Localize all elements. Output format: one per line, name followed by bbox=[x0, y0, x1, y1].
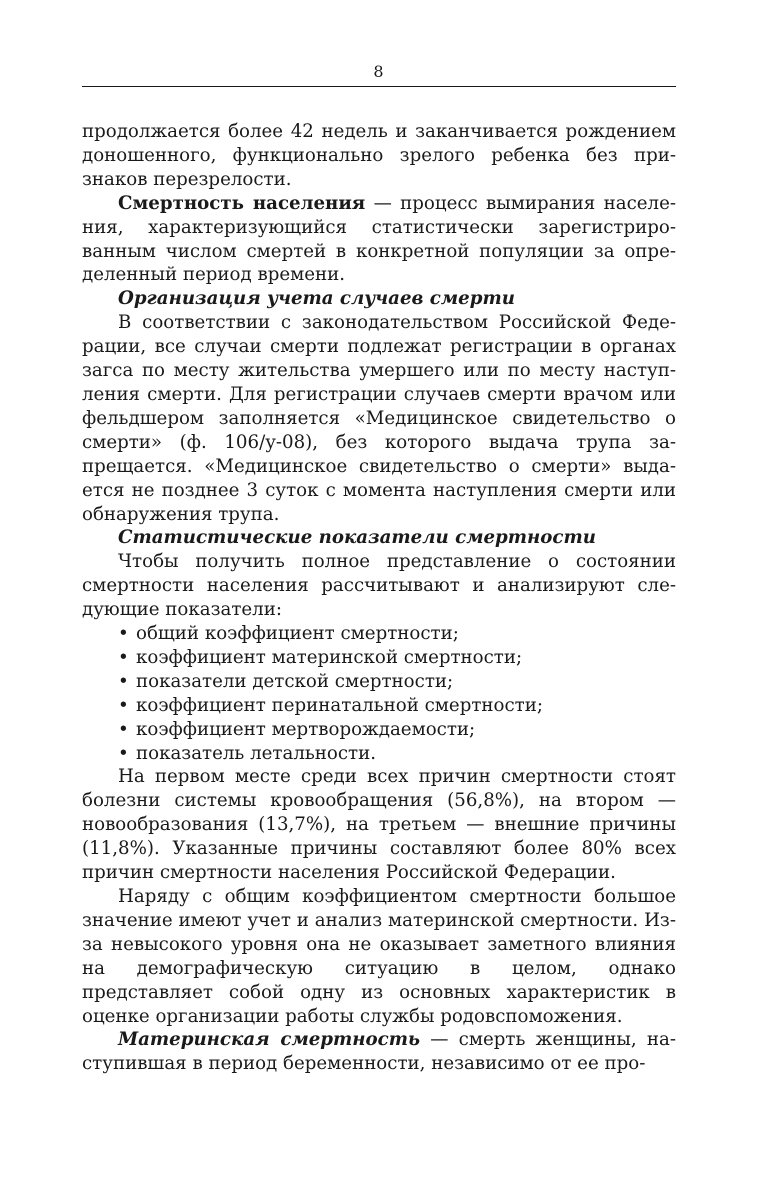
subheading-mortality-indicators: Статистические показатели смертности bbox=[118, 527, 596, 549]
list-item bbox=[118, 646, 676, 670]
list-item bbox=[118, 718, 676, 742]
list-item bbox=[118, 622, 676, 646]
list-item-text: коэффициент мертворождаемости; bbox=[136, 718, 476, 740]
bullet-icon: • bbox=[118, 646, 129, 668]
bullet-icon: • bbox=[118, 742, 129, 764]
list-item bbox=[118, 670, 676, 694]
paragraph-indicators-intro: Чтобы получить полное представление о состоянии смертности населения рассчитывают и анализируют следующие показатели: bbox=[82, 551, 676, 621]
page-number: 8 bbox=[373, 62, 384, 81]
definition-maternal-mortality: — смерть женщины, наступившая в период беременности, независимо от ее про- bbox=[82, 1029, 676, 1075]
list-item-text: показатели детской смертности; bbox=[136, 670, 454, 692]
list-item-text: коэффициент материнской смертности; bbox=[136, 646, 523, 668]
bullet-icon: • bbox=[118, 623, 129, 645]
indicators-list bbox=[82, 622, 676, 765]
definition-population-mortality: — процесс вымирания населения, характеризующийся статистически зарегистрированным числом смертей в конкретной популяции за определенный период времени. bbox=[82, 192, 676, 286]
list-item-text: общий коэффициент смертности; bbox=[136, 623, 459, 645]
paragraph-maternal-mortality-importance: Наряду с общим коэффициентом смертности большое значение имеют учет и анализ материнской смертности. Из-за невысокого уровня она не оказывает заметного влияния на демографическую ситуацию в целом, однако представляет собой одну из основных характеристик в оценке организации работы службы родовспоможения. bbox=[82, 886, 676, 1027]
list-item bbox=[118, 742, 676, 766]
subheading-death-registration: Организация учета случаев смерти bbox=[118, 288, 515, 310]
term-maternal-mortality: Материнская смертность bbox=[118, 1029, 420, 1051]
list-item-text: показатель летальности. bbox=[136, 742, 377, 764]
list-item bbox=[118, 694, 676, 718]
list-item-text: коэффициент перинатальной смертности; bbox=[136, 694, 543, 716]
paragraph-gestation-end: продолжается более 42 недель и заканчивается рождением доношенного, функционально зрелого ребенка без признаков перезрелости. bbox=[82, 121, 676, 190]
paragraph-death-registration: В соответствии с законодательством Российской Федерации, все случаи смерти подлежат регистрации в органах загса по месту жительства умершего или по месту наступления смерти. Для регистрации случаев смерти врачом или фельдшером заполняется «Медицинское свидетельство о смерти» (ф. 106/у-08), без которого выдача трупа запрещается. «Медицинское свидетельство о смерти» выдается не позднее 3 суток с момента наступления смерти или обнаружения трупа. bbox=[82, 312, 676, 525]
bullet-icon: • bbox=[118, 670, 129, 692]
paragraph-maternal-mortality-definition bbox=[82, 1028, 676, 1076]
header-rule bbox=[82, 86, 676, 87]
paragraph-causes-of-death: На первом месте среди всех причин смертности стоят болезни системы кровообращения (56,8%), на втором — новообразования (13,7%), на третьем — внешние причины (11,8%). Указанные причины составляют более 80% всех причин смертности населения Российской Федерации. bbox=[82, 766, 676, 884]
bullet-icon: • bbox=[118, 718, 129, 740]
page-body bbox=[82, 120, 676, 1076]
bullet-icon: • bbox=[118, 694, 129, 716]
paragraph-population-mortality bbox=[82, 192, 676, 288]
term-population-mortality: Смертность населения bbox=[118, 192, 366, 214]
